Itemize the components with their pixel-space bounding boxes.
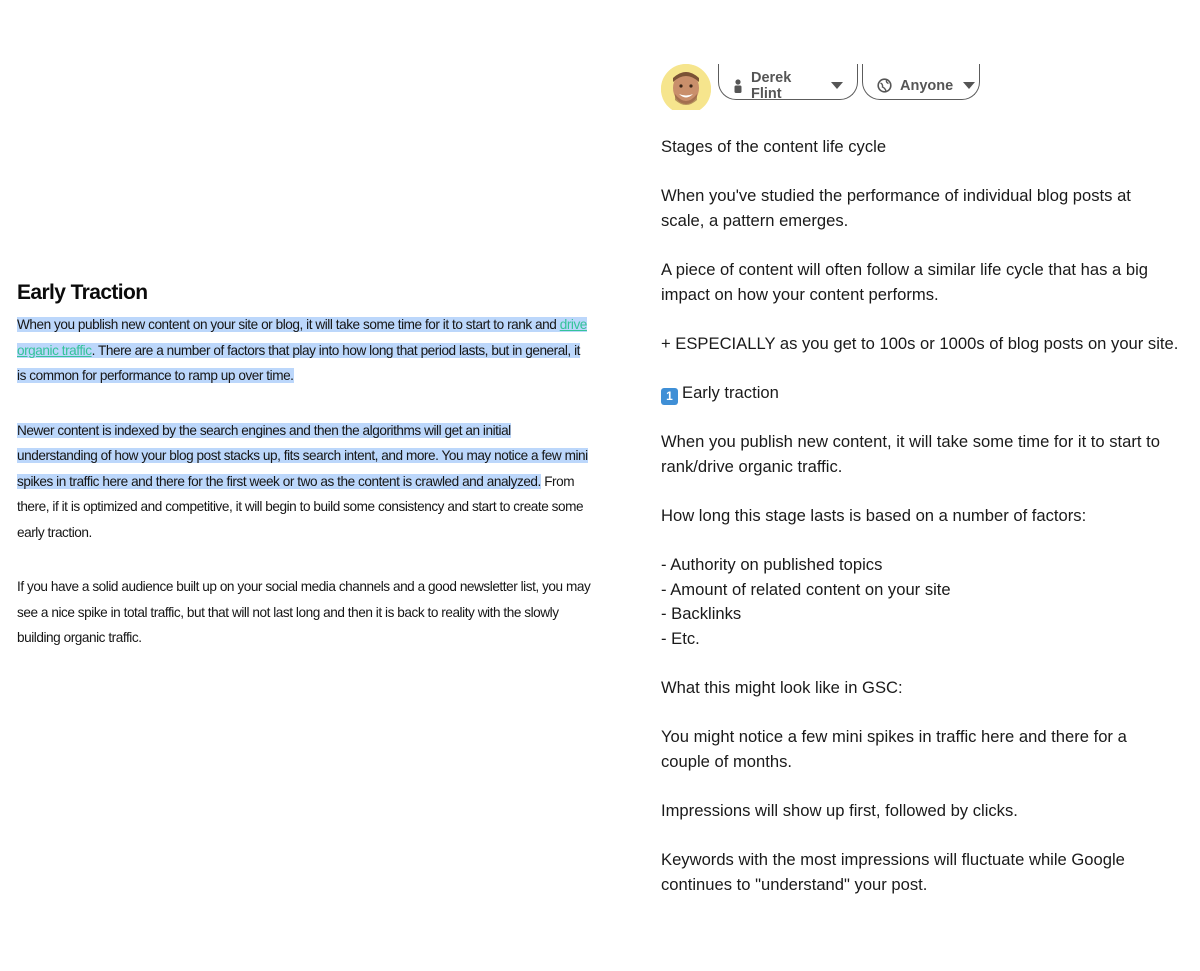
post-line: Keywords with the most impressions will fluctuate while Google	[661, 850, 1125, 870]
post-line: scale, a pattern emerges.	[661, 210, 849, 230]
post-line: rank/drive organic traffic.	[661, 456, 843, 476]
post-line: Impressions will show up first, followed by clicks.	[661, 801, 1018, 821]
caret-down-icon	[831, 82, 843, 89]
post-line: Stages of the content life cycle	[661, 137, 887, 156]
selected-text: When you publish new content on your site or blog, it will take some time for it to start to rank and drive organic traffic. There are a number of factors that play into how long that period lasts, but in general, it is common for performance to ramp up over time.	[17, 317, 587, 383]
article-paragraph-1	[17, 312, 592, 389]
post-line: A piece of content will often follow a similar life cycle that has a big	[661, 259, 1148, 279]
drive-organic-traffic-link[interactable]: drive organic traffic	[17, 317, 587, 358]
audience-label: Anyone	[900, 77, 954, 94]
post-composer	[661, 0, 1191, 971]
avatar-face-icon	[661, 64, 711, 110]
author-name: Derek Flint	[751, 69, 792, 102]
post-line: What this might look like in GSC:	[661, 678, 903, 698]
post-line: 1 Early traction	[661, 381, 1191, 406]
post-line: - Etc.	[661, 628, 700, 648]
author-selector-button[interactable]	[718, 64, 858, 100]
post-line: + ESPECIALLY as you get to 100s or 1000s of blog posts on your site.	[661, 333, 1179, 353]
post-line: continues to "understand" your post.	[661, 874, 928, 894]
article-title: Early Traction	[17, 281, 148, 304]
article-paragraph-3: If you have a solid audience built up on your social media channels and a good newsletter list, you may see a nice spike in total traffic, but that will not last long and then it is back to reality with the slowly building organic traffic.	[17, 579, 591, 645]
post-line: - Authority on published topics	[661, 555, 883, 575]
globe-icon	[877, 78, 892, 93]
post-line: impact on how your content performs.	[661, 284, 939, 304]
keycap-one-icon: 1	[661, 388, 678, 405]
selected-text: Newer content is indexed by the search engines and then the algorithms will get an initial understanding of how your blog post stacks up, fits search intent, and more. You may notice a few mini spikes in traffic here and there for the first week or two as the content is crawled and analyzed.	[17, 422, 588, 489]
composer-header	[661, 64, 1191, 110]
caret-down-icon	[963, 82, 975, 89]
article-paragraph-2: Newer content is indexed by the search engines and then the algorithms will get an initial understanding of how your blog post stacks up, fits search intent, and more. You may notice a few mini spikes in traffic here and there for the first week or two as the content is crawled and analyzed. From there, if it is optimized and competitive, it will begin to build some consistency and start to create some early traction.	[17, 422, 588, 540]
post-line: You might notice a few mini spikes in traffic here and there for a	[661, 727, 1127, 747]
article-pane	[17, 280, 592, 680]
post-line: - Backlinks	[661, 604, 742, 624]
post-line: - Amount of related content on your site	[661, 579, 951, 599]
person-icon	[733, 79, 743, 93]
post-line: How long this stage lasts is based on a number of factors:	[661, 505, 1087, 525]
post-line: couple of months.	[661, 751, 792, 771]
post-line: When you've studied the performance of individual blog posts at	[661, 186, 1131, 206]
audience-selector-button[interactable]	[862, 64, 980, 100]
avatar[interactable]	[661, 64, 711, 110]
post-line: When you publish new content, it will take some time for it to start to	[661, 432, 1160, 452]
post-text-editor[interactable]	[661, 135, 1191, 897]
